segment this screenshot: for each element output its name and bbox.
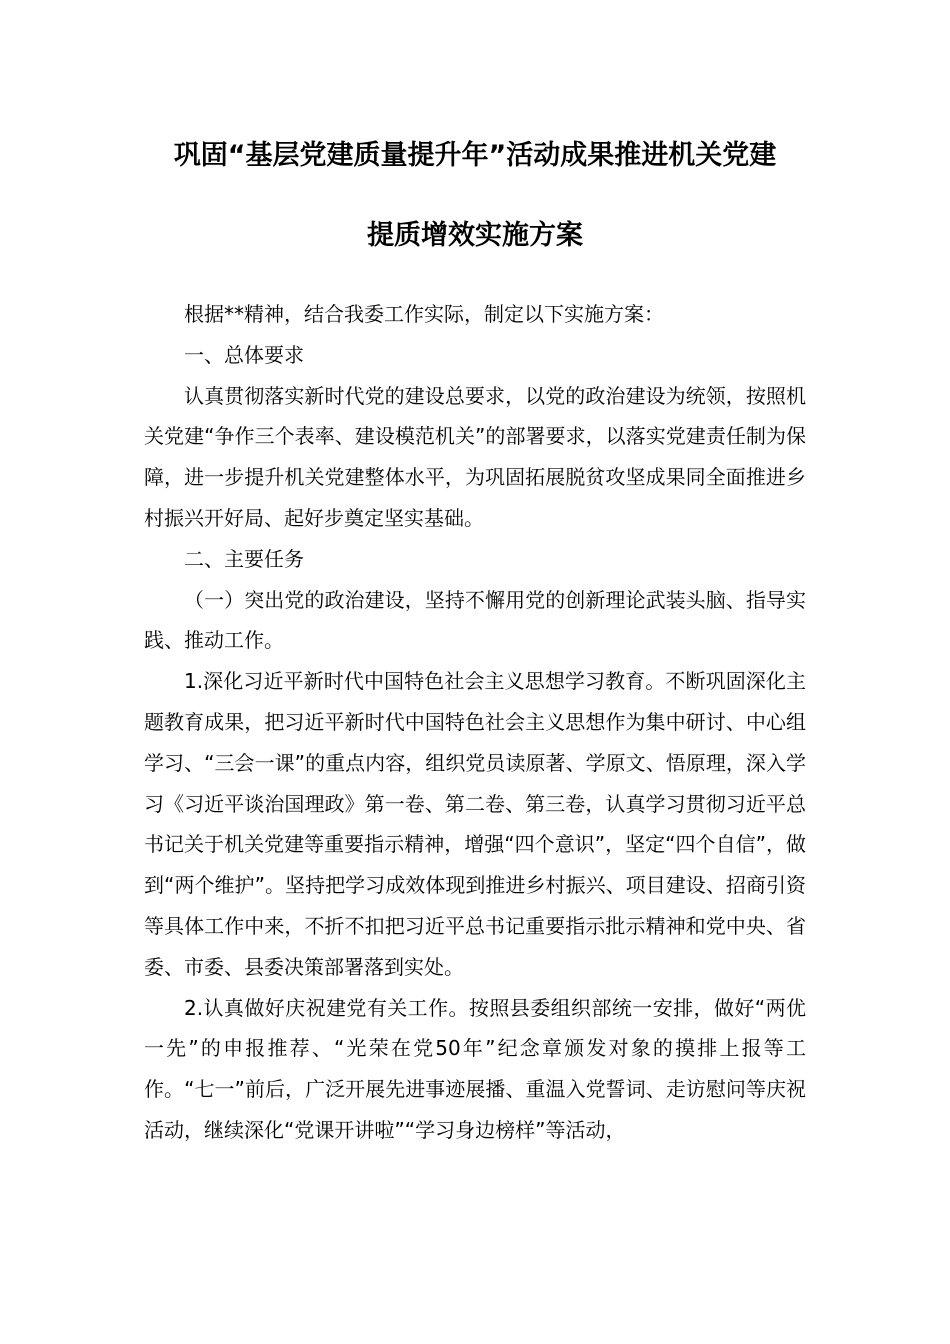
document-body: [144, 294, 806, 1151]
section-heading-main-tasks: 二、主要任务: [184, 546, 304, 571]
document-title-line-1: 巩固“基层党建质量提升年”活动成果推进机关党建: [173, 140, 777, 171]
paragraph-task-1: 1.深化习近平新时代中国特色社会主义思想学习教育。不断巩固深化主题教育成果，把习近平新时代中国特色社会主义思想作为集中研讨、中心组学习、“三会一课”的重点内容，组织党员读原著、学原文、悟原理，深入学习《习近平谈治国理政》第一卷、第二卷、第三卷，认真学习贯彻习近平总书记关于机关党建等重要指示精神，增强“四个意识”，坚定“四个自信”，做到“两个维护”。坚持把学习成效体现到推进乡村振兴、项目建设、招商引资等具体工作中来，不折不扣把习近平总书记重要指示批示精神和党中央、省委、市委、县委决策部署落到实处。: [144, 669, 806, 979]
document-title-line-2: 提质增效实施方案: [367, 220, 583, 251]
paragraph-general-requirements: 认真贯彻落实新时代党的建设总要求，以党的政治建设为统领，按照机关党建“争作三个表率、建设模范机关”的部署要求，以落实党建责任制为保障，进一步提升机关党建整体水平，为巩固拓展脱贫攻坚成果同全面推进乡村振兴开好局、起好步奠定坚实基础。: [144, 383, 806, 530]
paragraph-intro: 根据**精神，结合我委工作实际，制定以下实施方案：: [184, 302, 664, 326]
subsection-heading-political-building: （一）突出党的政治建设，坚持不懈用党的创新理论武装头脑、指导实践、推动工作。: [144, 587, 806, 653]
paragraph-task-2: 2.认真做好庆祝建党有关工作。按照县委组织部统一安排，做好“两优一先”的申报推荐、“光荣在党50年”纪念章颁发对象的摸排上报等工作。“七一”前后，广泛开展先进事迹展播、重温入党誓词、走访慰问等庆祝活动，继续深化“党课开讲啦”“学习身边榜样”等活动，: [144, 995, 806, 1142]
section-heading-general-requirements: 一、总体要求: [184, 342, 304, 367]
